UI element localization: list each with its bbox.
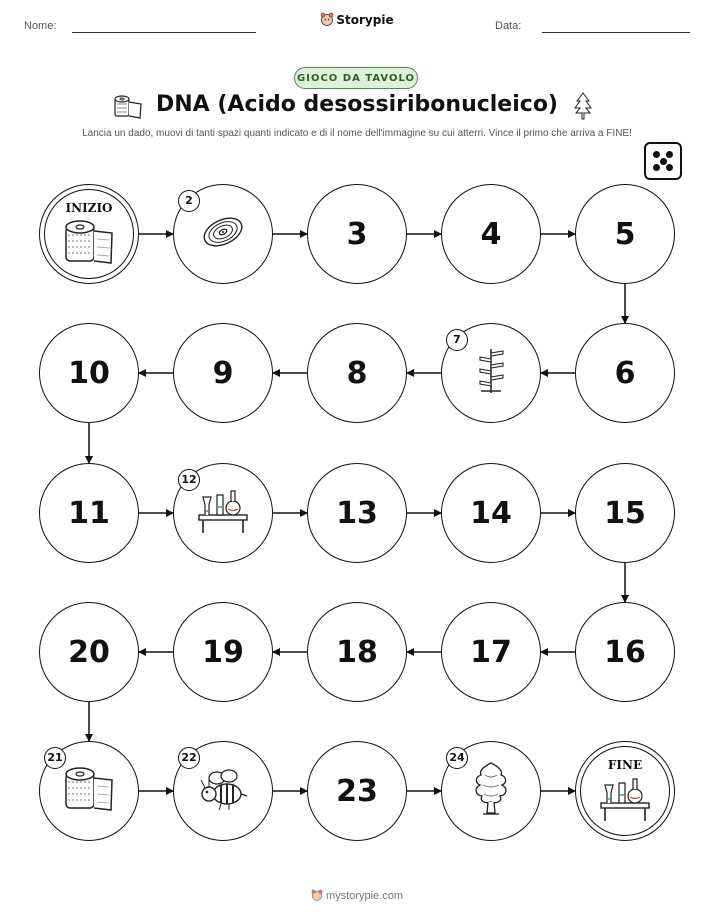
space-number: 9 bbox=[212, 355, 234, 391]
space-number-badge: 24 bbox=[446, 747, 468, 769]
board-space-17[interactable] bbox=[441, 602, 541, 702]
board-space-10[interactable] bbox=[39, 323, 139, 423]
space-number: 17 bbox=[470, 634, 512, 670]
space-number: 18 bbox=[336, 634, 378, 670]
lab-table-flasks-icon bbox=[597, 775, 653, 827]
page-title: DNA (Acido desossiribonucleico) bbox=[156, 92, 558, 117]
board-space-19[interactable] bbox=[173, 602, 273, 702]
space-number: 11 bbox=[68, 495, 110, 531]
space-number: 19 bbox=[202, 634, 244, 670]
board-space-8[interactable] bbox=[307, 323, 407, 423]
bee-icon bbox=[197, 766, 249, 816]
board-space-13[interactable] bbox=[307, 463, 407, 563]
finish-space[interactable] bbox=[575, 741, 675, 841]
instructions: Lancia un dado, muovi di tanti spazi quanti indicato e di il nome dell'immagine su cui atterri. Vince il primo che arriva a FINE! bbox=[82, 128, 632, 139]
tree-icon bbox=[471, 761, 511, 821]
space-number: 3 bbox=[346, 216, 368, 252]
lab-table-flasks-icon bbox=[195, 487, 251, 539]
date-label: Data: bbox=[495, 20, 522, 32]
start-label: INIZIO bbox=[65, 201, 113, 215]
vinyl-record-icon bbox=[200, 209, 246, 259]
board-space-6[interactable] bbox=[575, 323, 675, 423]
storypie-mascot-icon bbox=[311, 889, 323, 901]
space-number-badge: 2 bbox=[178, 190, 200, 212]
space-number-badge: 7 bbox=[446, 329, 468, 351]
paper-towel-roll-icon bbox=[62, 219, 116, 269]
space-number-badge: 22 bbox=[178, 747, 200, 769]
game-type-badge: GIOCO DA TAVOLO bbox=[294, 67, 418, 89]
space-number: 13 bbox=[336, 495, 378, 531]
space-number-badge: 21 bbox=[44, 747, 66, 769]
space-number: 10 bbox=[68, 355, 110, 391]
board-space-14[interactable] bbox=[441, 463, 541, 563]
space-number: 8 bbox=[346, 355, 368, 391]
board-space-3[interactable] bbox=[307, 184, 407, 284]
space-number: 23 bbox=[336, 773, 378, 809]
spiral-staircase-icon bbox=[475, 347, 507, 399]
space-number: 4 bbox=[480, 216, 502, 252]
space-number-badge: 12 bbox=[178, 469, 200, 491]
board-space-15[interactable] bbox=[575, 463, 675, 563]
footer-url: mystorypie.com bbox=[325, 890, 404, 902]
finish-label: FINE bbox=[607, 758, 643, 772]
space-number: 15 bbox=[604, 495, 646, 531]
board-space-23[interactable] bbox=[307, 741, 407, 841]
board-space-5[interactable] bbox=[575, 184, 675, 284]
space-number: 16 bbox=[604, 634, 646, 670]
space-number: 5 bbox=[614, 216, 636, 252]
board-space-16[interactable] bbox=[575, 602, 675, 702]
space-number: 6 bbox=[614, 355, 636, 391]
board-space-4[interactable] bbox=[441, 184, 541, 284]
name-label: Nome: bbox=[24, 20, 57, 32]
start-space[interactable] bbox=[39, 184, 139, 284]
space-number: 20 bbox=[68, 634, 110, 670]
board-space-20[interactable] bbox=[39, 602, 139, 702]
board-space-9[interactable] bbox=[173, 323, 273, 423]
footer bbox=[0, 889, 714, 902]
board-space-11[interactable] bbox=[39, 463, 139, 563]
board-space-18[interactable] bbox=[307, 602, 407, 702]
brand-name: Storypie bbox=[336, 13, 394, 27]
paper-towel-roll-icon bbox=[62, 766, 116, 816]
space-number: 14 bbox=[470, 495, 512, 531]
